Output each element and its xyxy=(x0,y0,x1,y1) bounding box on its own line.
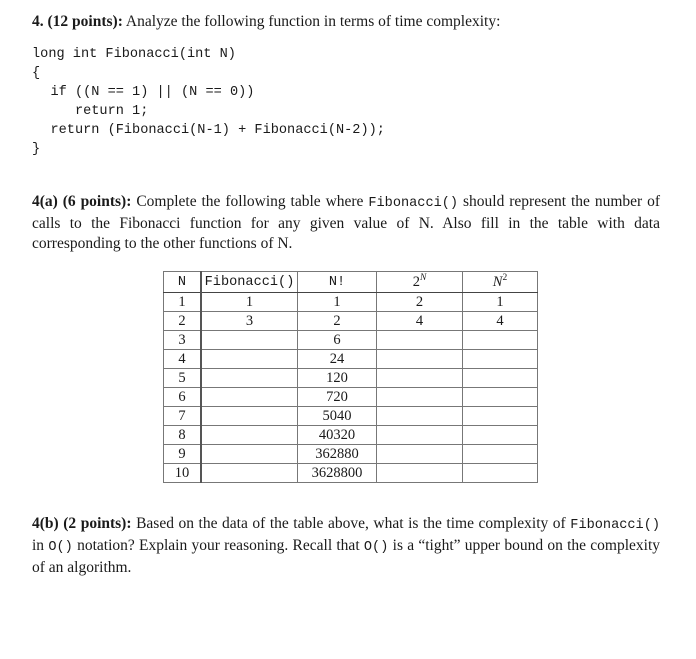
cell-n-squared[interactable] xyxy=(463,388,538,407)
cell-n-squared[interactable] xyxy=(463,350,538,369)
function-name: Fibonacci() xyxy=(368,196,459,211)
header-n-squared xyxy=(463,272,538,293)
cell-n-squared[interactable] xyxy=(463,445,538,464)
cell-n: 8 xyxy=(164,426,202,445)
code-line: long int Fibonacci(int N) xyxy=(32,47,236,62)
cell-power-of-two[interactable] xyxy=(377,445,463,464)
question-4a-label: 4(a) (6 points): xyxy=(32,193,132,210)
code-line: { xyxy=(32,66,41,81)
cell-n: 4 xyxy=(164,350,202,369)
cell-power-of-two[interactable] xyxy=(377,464,463,483)
square-exponent: 2 xyxy=(502,273,508,283)
cell-n: 7 xyxy=(164,407,202,426)
cell-n-squared[interactable] xyxy=(463,426,538,445)
table-body xyxy=(164,293,538,483)
cell-n: 3 xyxy=(164,331,202,350)
cell-n: 9 xyxy=(164,445,202,464)
cell-fibonacci[interactable] xyxy=(201,464,298,483)
header-n xyxy=(164,272,202,293)
cell-power-of-two[interactable] xyxy=(377,407,463,426)
cell-factorial: 3628800 xyxy=(298,464,377,483)
cell-n: 10 xyxy=(164,464,202,483)
cell-fibonacci[interactable] xyxy=(201,445,298,464)
header-n-label: N xyxy=(177,275,187,290)
cell-fibonacci: 1 xyxy=(201,293,298,312)
cell-power-of-two[interactable] xyxy=(377,426,463,445)
table-row xyxy=(164,293,538,312)
table-row xyxy=(164,312,538,331)
code-line: return (Fibonacci(N-1) + Fibonacci(N-2)); xyxy=(26,123,385,138)
cell-n-squared[interactable] xyxy=(463,464,538,483)
table-row xyxy=(164,388,538,407)
cell-factorial: 5040 xyxy=(298,407,377,426)
question-4b-text: is a “tight” upper bound on the complexity of an algorithm. xyxy=(32,537,661,576)
code-line: if ((N == 1) || (N == 0)) xyxy=(26,85,255,100)
power-base: 2 xyxy=(412,274,420,290)
cell-fibonacci[interactable] xyxy=(201,331,298,350)
cell-power-of-two[interactable] xyxy=(377,369,463,388)
header-factorial xyxy=(298,272,377,293)
cell-factorial: 40320 xyxy=(298,426,377,445)
cell-n: 6 xyxy=(164,388,202,407)
cell-fibonacci[interactable] xyxy=(201,369,298,388)
table-row xyxy=(164,464,538,483)
cell-n-squared[interactable] xyxy=(463,369,538,388)
cell-power-of-two: 4 xyxy=(377,312,463,331)
table-row xyxy=(164,407,538,426)
question-4b-label: 4(b) (2 points): xyxy=(32,515,132,532)
cell-fibonacci[interactable] xyxy=(201,350,298,369)
code-line: } xyxy=(32,142,41,157)
power-exponent: N xyxy=(419,273,427,283)
cell-n-squared[interactable] xyxy=(463,331,538,350)
cell-factorial: 2 xyxy=(298,312,377,331)
cell-power-of-two: 2 xyxy=(377,293,463,312)
table-row xyxy=(164,445,538,464)
cell-power-of-two[interactable] xyxy=(377,331,463,350)
table-header-row xyxy=(164,272,538,293)
cell-power-of-two[interactable] xyxy=(377,350,463,369)
question-points: (12 points): xyxy=(47,13,123,30)
cell-factorial: 120 xyxy=(298,369,377,388)
header-power-of-two xyxy=(377,272,463,293)
cell-fibonacci: 3 xyxy=(201,312,298,331)
question-4b-text: in xyxy=(32,537,45,554)
square-base: N xyxy=(492,274,503,290)
cell-factorial: 362880 xyxy=(298,445,377,464)
question-prompt: Analyze the following function in terms of time complexity: xyxy=(125,13,501,30)
cell-n: 2 xyxy=(164,312,202,331)
big-o-notation: O() xyxy=(48,540,73,555)
cell-n: 5 xyxy=(164,369,202,388)
cell-n-squared[interactable] xyxy=(463,407,538,426)
question-4b-text: notation? Explain your reasoning. Recall that xyxy=(77,537,360,554)
table-row xyxy=(164,426,538,445)
cell-factorial: 24 xyxy=(298,350,377,369)
cell-fibonacci[interactable] xyxy=(201,388,298,407)
question-4b xyxy=(32,514,660,578)
code-line: return 1; xyxy=(26,104,149,119)
big-o-notation: O() xyxy=(363,540,389,555)
question-number: 4. xyxy=(32,13,44,30)
question-4a-text: Complete the following table where xyxy=(136,193,364,210)
cell-fibonacci[interactable] xyxy=(201,407,298,426)
function-name: Fibonacci() xyxy=(570,518,661,533)
cell-fibonacci[interactable] xyxy=(201,426,298,445)
header-factorial-label: N! xyxy=(328,275,346,290)
question-4a xyxy=(32,192,660,254)
cell-power-of-two[interactable] xyxy=(377,388,463,407)
fill-in-table xyxy=(163,271,538,483)
cell-n: 1 xyxy=(164,293,202,312)
cell-n-squared: 4 xyxy=(463,312,538,331)
cell-factorial: 1 xyxy=(298,293,377,312)
question-4a-text: should represent the number of calls to the Fibonacci function for any given value of N. Also fill in the table with data corresponding to the other functions of N. xyxy=(32,193,661,252)
cell-n-squared: 1 xyxy=(463,293,538,312)
question-4b-text: Based on the data of the table above, what is the time complexity of xyxy=(136,515,566,532)
header-fibonacci xyxy=(201,272,298,293)
table-row xyxy=(164,331,538,350)
header-fibonacci-label: Fibonacci() xyxy=(204,275,295,290)
cell-factorial: 6 xyxy=(298,331,377,350)
cell-factorial: 720 xyxy=(298,388,377,407)
table-row xyxy=(164,369,538,388)
question-4-header xyxy=(32,13,500,31)
table-row xyxy=(164,350,538,369)
